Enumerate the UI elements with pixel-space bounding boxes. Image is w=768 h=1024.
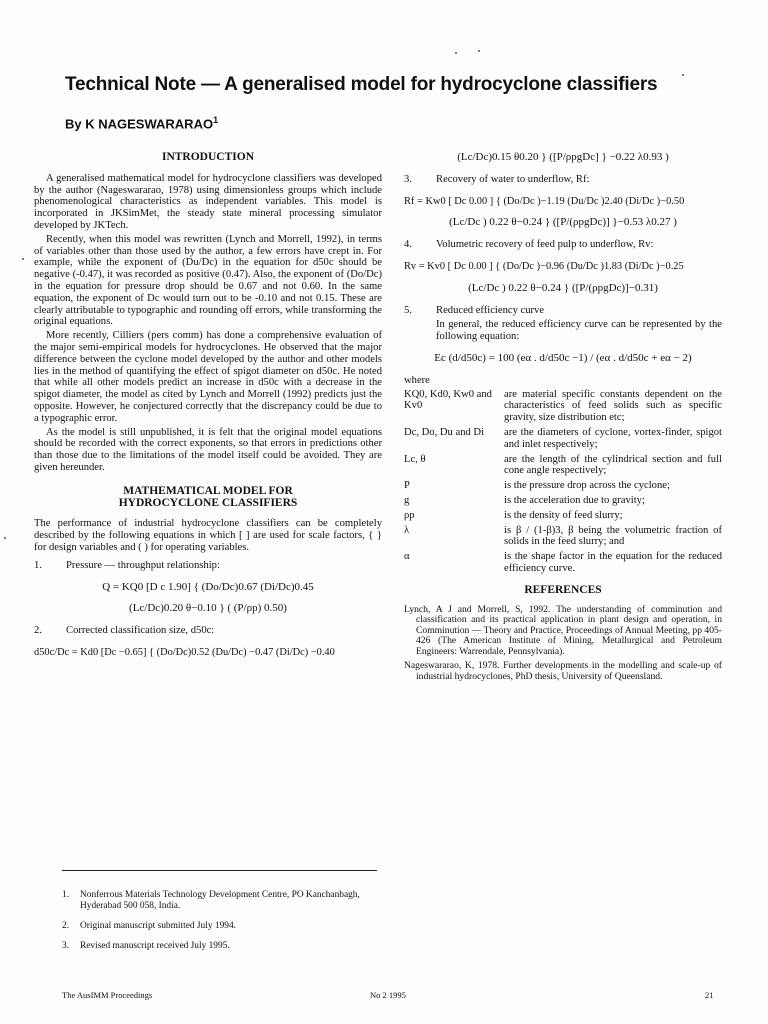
- equation-4-line-1: Rv = Kv0 [ Dc 0.00 ] { (Do/Dc )−0.96 (Du/Dc )1.83 (Di/Dc )−0.25: [404, 260, 684, 272]
- footnote-divider: [62, 870, 377, 871]
- equation-item-2: [34, 625, 382, 637]
- definition-text: are the length of the cylindrical section and full cone angle respectively;: [504, 453, 722, 477]
- definition-symbol: α: [404, 551, 410, 563]
- author-name: By K NAGESWARARAO: [65, 116, 214, 132]
- scan-speck: [455, 52, 457, 54]
- equation-3-line-1: Rf = Kw0 [ Dc 0.00 ] { (Do/Dc )−1.19 (Du/Dc )2.40 (Di/Dc )−0.50: [404, 195, 685, 207]
- definition-item: [404, 427, 722, 451]
- definition-item: [404, 510, 722, 522]
- definition-text: is the acceleration due to gravity;: [504, 494, 645, 506]
- footnote-text: Nonferrous Materials Technology Development Centre, PO Kanchanbagh, Hyderabad 500 058, India.: [80, 890, 360, 911]
- definition-symbol: Dc, Do, Du and Di: [404, 426, 485, 438]
- definition-symbol: KQ0, Kd0, Kw0 and Kv0: [404, 388, 492, 412]
- equation-item-4: [404, 239, 722, 251]
- author-line: [65, 115, 218, 131]
- definition-symbol: P: [404, 480, 410, 492]
- item-label: Recovery of water to underflow, Rf:: [436, 173, 590, 185]
- definition-symbol: λ: [404, 524, 410, 536]
- model-intro-paragraph: The performance of industrial hydrocyclone classifiers can be completely described by the following equations in which [ ] are used for scale factors, { } for design variables and ( ) for operating variables.: [34, 518, 382, 553]
- item-number: 4.: [404, 239, 412, 251]
- equation-item-5: [404, 305, 722, 317]
- definition-item: [404, 454, 722, 478]
- footnote-item: [62, 890, 382, 912]
- definition-text: is the pressure drop across the cyclone;: [504, 480, 670, 492]
- equation-2-line-2: (Lc/Dc)0.15 θ0.20 } ([P/ρpgDc] } −0.22 λ0.93 ): [457, 151, 669, 163]
- references-heading: REFERENCES: [524, 583, 602, 596]
- definition-item: [404, 495, 722, 507]
- footnote-text: Original manuscript submitted July 1994.: [80, 921, 236, 931]
- right-column: [404, 152, 722, 687]
- intro-paragraph: More recently, Cilliers (pers comm) has done a comprehensive evaluation of the major semi-empirical models for hydrocyclones. He observed that the major difference between the cyclone model developed by the author and other models lies in the method of quantifying the effect of spigot diameter on d50c. He noted that while all other models predict an increase in d50c with a decrease in the spigot diameter, the model as cited by Lynch and Morrell (1992) predicts just the opposite. However, he conjectured correctly that the discrepancy could be due to a typographic error.: [34, 330, 382, 424]
- definition-symbol: Lc, θ: [404, 453, 426, 465]
- equation-3-line-2: (Lc/Dc ) 0.22 θ−0.24 } ([P/(ρpgDc)] }−0.53 λ0.27 ): [449, 216, 677, 229]
- item-number: 3.: [404, 173, 412, 185]
- scan-speck: [4, 537, 6, 539]
- scan-speck: [478, 50, 480, 52]
- where-label: where: [404, 374, 430, 386]
- definition-item: [404, 551, 722, 575]
- author-footnote-mark: 1: [213, 115, 219, 125]
- equation-1-line-1: Q = KQ0 [D c 1.90] { (Do/Dc)0.67 (Di/Dc)0.45: [102, 580, 314, 593]
- equation-item-3: [404, 174, 722, 186]
- equation-1-line-2: (Lc/Dc)0.20 θ−0.10 } ( (P/ρp) 0.50): [129, 602, 287, 615]
- equation-item-1: [34, 560, 382, 572]
- footnote-number: 1.: [62, 890, 70, 900]
- reference-item: Nageswararao, K, 1978. Further developments in the modelling and scale-up of industrial hydrocyclones, PhD thesis, University of Queensland.: [404, 660, 722, 683]
- page-number: 21: [705, 990, 714, 1000]
- efficiency-curve-text: In general, the reduced efficiency curve can be represented by the following equation:: [436, 319, 722, 343]
- model-heading-line2: HYDROCYCLONE CLASSIFIERS: [118, 496, 298, 509]
- intro-paragraph: Recently, when this model was rewritten (Lynch and Morrell, 1992), in terms of variables other than those used by the author, a few errors have crept in. For example, while the exponent of (Du/Dc) in the equation for d50c should be negative (-0.47), it was recorded as positive (0.47). Also, the exponent of (Do/Dc) in the equation for pressure drop should be 0.67 and not 0.60. In the same equation, the exponent of Dc would turn out to be -0.10 and not 0.15. These are clearly attributable to typographic and rounding off errors, while transforming the original equations.: [34, 233, 382, 328]
- scan-speck: [22, 258, 24, 260]
- footnote-item: [62, 941, 382, 952]
- model-heading-line1: MATHEMATICAL MODEL FOR: [123, 484, 293, 497]
- definition-item: [404, 525, 722, 549]
- definition-text: are the diameters of cyclone, vortex-finder, spigot and inlet respectively;: [504, 426, 722, 450]
- intro-paragraph: A generalised mathematical model for hydrocyclone classifiers was developed by the author (Nageswararao, 1978) using dimensionless groups which include phenomenological characteristics as independent variables. This model is incorporated in JKSimMet, the steady state mineral processing simulator developed by JKTech.: [34, 172, 382, 231]
- definition-text: is the density of feed slurry;: [504, 509, 623, 521]
- equation-2-line-1: d50c/Dc = Kd0 [Dc −0.65] { (Do/Dc)0.52 (Du/Dc) −0.47 (Di/Dc) −0.40: [34, 646, 335, 658]
- intro-paragraph: As the model is still unpublished, it is felt that the original model equations should be recorded with the correct exponents, so that errors in predictions other than those due to the limitations of the model itself could be avoided. They are given hereunder.: [34, 426, 382, 473]
- item-label: Reduced efficiency curve: [436, 304, 545, 316]
- reference-item: Lynch, A J and Morrell, S, 1992. The understanding of comminution and classification and its practical application in plant design and operation, in Comminution — Theory and Practice, Proceedings of Annual Meeting, pp 405-426 (The American Institute of Mining, Metallurgical and Petroleum Engineers: Warrendale, Pennsylvania).: [404, 603, 722, 657]
- article-title: Technical Note — A generalised model for hydrocyclone classifiers: [65, 74, 658, 95]
- definitions-list: [404, 389, 722, 575]
- definition-text: is the shape factor in the equation for the reduced efficiency curve.: [504, 551, 722, 574]
- item-number: 1.: [34, 559, 42, 571]
- definition-item: [404, 389, 722, 424]
- equation-4-line-2: (Lc/Dc ) 0.22 θ−0.24 } ([P/(ρpgDc)]−0.31): [468, 281, 658, 294]
- footnote-item: [62, 921, 382, 932]
- item-number: 2.: [34, 625, 42, 637]
- item-number: 5.: [404, 304, 412, 316]
- equation-5: Ec (d/d50c) = 100 (eα . d/d50c −1) / (eα . d/d50c + eα − 2): [434, 351, 692, 364]
- item-label: Pressure — throughput relationship:: [66, 559, 220, 571]
- definition-symbol: g: [404, 494, 410, 506]
- footnotes: [62, 890, 382, 961]
- definition-text: is β / (1-β)3, β being the volumetric fraction of solids in the feed slurry; and: [504, 524, 722, 548]
- left-column: [34, 152, 382, 669]
- footnote-text: Revised manuscript received July 1995.: [80, 941, 230, 951]
- journal-name: The AusIMM Proceedings: [62, 990, 153, 1000]
- introduction-heading: INTRODUCTION: [161, 151, 254, 163]
- definition-item: [404, 480, 722, 492]
- footnote-number: 3.: [62, 941, 70, 951]
- definition-symbol: ρp: [404, 509, 415, 521]
- item-label: Volumetric recovery of feed pulp to underflow, Rv:: [436, 239, 654, 251]
- item-label: Corrected classification size, d50c:: [66, 625, 215, 637]
- definition-text: are material specific constants dependent on the characteristics of feed solids such as specific gravity, size distribution etc;: [504, 388, 722, 424]
- scan-speck: [682, 74, 684, 76]
- footnote-number: 2.: [62, 921, 70, 931]
- issue-number: No 2 1995: [370, 990, 406, 1000]
